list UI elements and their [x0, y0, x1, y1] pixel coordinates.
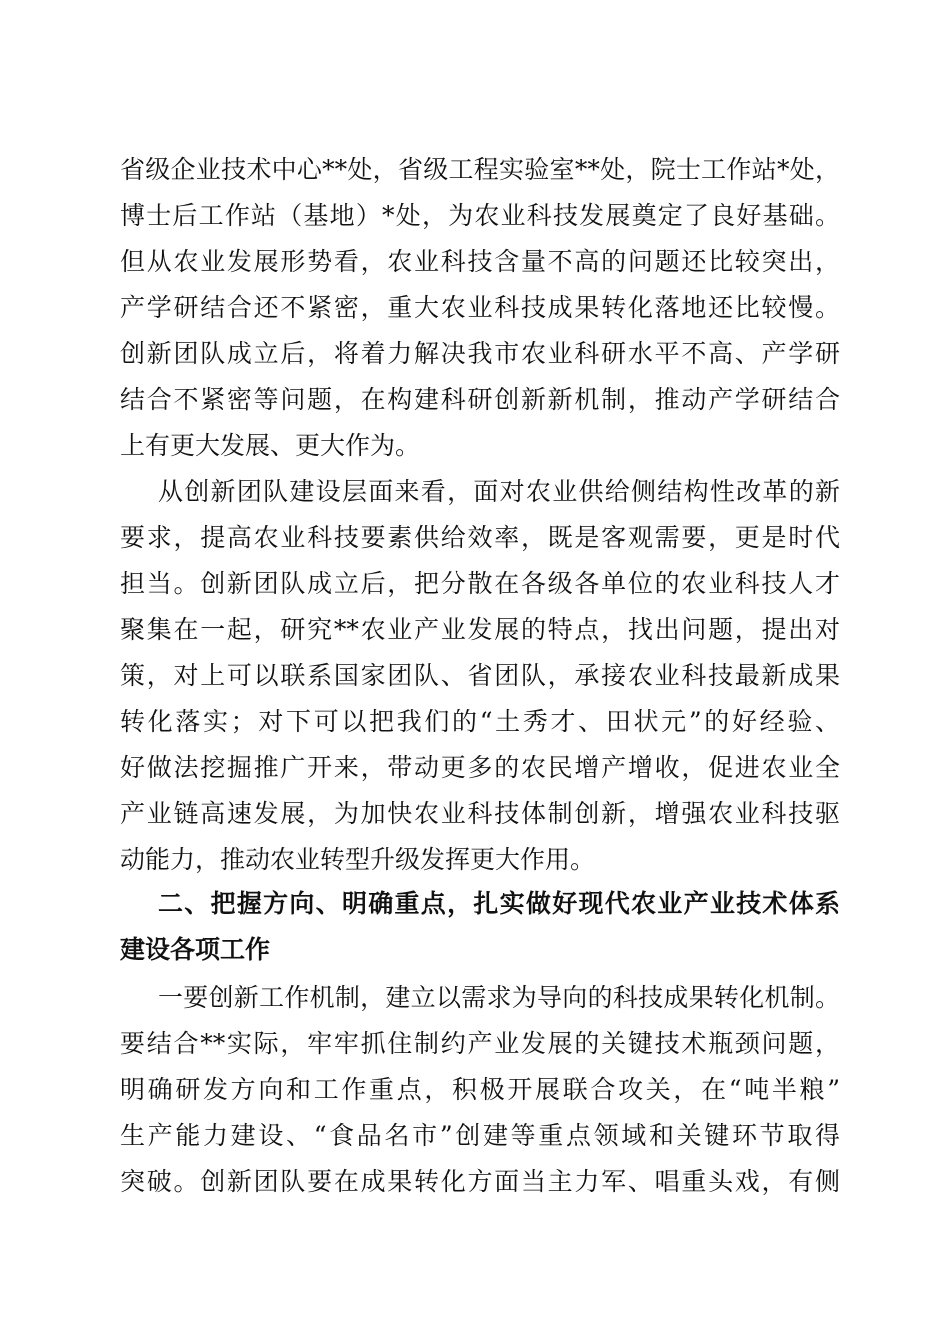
paragraph-line: 产业链高速发展，为加快农业科技体制创新，增强农业科技驱 — [120, 799, 840, 828]
paragraph-line: 省级企业技术中心**处，省级工程实验室**处，院士工作站*处， — [120, 155, 840, 184]
paragraph-line: 但从农业发展形势看，农业科技含量不高的问题还比较突出， — [120, 247, 840, 276]
paragraph-line: 突破。创新团队要在成果转化方面当主力军、唱重头戏，有侧 — [120, 1167, 840, 1196]
paragraph-line: 创新团队成立后，将着力解决我市农业科研水平不高、产学研 — [120, 339, 840, 368]
paragraph-line: 上有更大发展、更大作为。 — [120, 431, 421, 460]
paragraph-line: 产学研结合还不紧密，重大农业科技成果转化落地还比较慢。 — [120, 293, 840, 322]
paragraph-line: 博士后工作站（基地）*处，为农业科技发展奠定了良好基础。 — [120, 201, 840, 230]
paragraph-line: 策，对上可以联系国家团队、省团队，承接农业科技最新成果 — [120, 661, 840, 690]
section-heading-line: 建设各项工作 — [120, 935, 271, 964]
paragraph-line: 担当。创新团队成立后，把分散在各级各单位的农业科技人才 — [120, 569, 840, 598]
paragraph-line: 好做法挖掘推广开来，带动更多的农民增产增收，促进农业全 — [120, 753, 840, 782]
paragraph-line: 转化落实；对下可以把我们的“土秀才、田状元”的好经验、 — [120, 707, 840, 736]
paragraph-line: 动能力，推动农业转型升级发挥更大作用。 — [120, 845, 596, 874]
paragraph-line: 聚集在一起，研究**农业产业发展的特点，找出问题，提出对 — [120, 615, 840, 644]
paragraph-line: 生产能力建设、“食品名市”创建等重点领域和关键环节取得 — [120, 1121, 840, 1150]
paragraph-line: 从创新团队建设层面来看，面对农业供给侧结构性改革的新 — [158, 477, 840, 506]
paragraph-line: 要结合**实际，牢牢抓住制约产业发展的关键技术瓶颈问题， — [120, 1029, 840, 1058]
paragraph-line: 要求，提高农业科技要素供给效率，既是客观需要，更是时代 — [120, 523, 840, 552]
section-heading-line: 二、把握方向、明确重点，扎实做好现代农业产业技术体系 — [158, 889, 840, 918]
paragraph-line: 结合不紧密等问题，在构建科研创新新机制，推动产学研结合 — [120, 385, 840, 414]
paragraph-line: 明确研发方向和工作重点，积极开展联合攻关，在“吨半粮” — [120, 1075, 840, 1104]
paragraph-line: 一要创新工作机制，建立以需求为导向的科技成果转化机制。 — [158, 983, 840, 1012]
